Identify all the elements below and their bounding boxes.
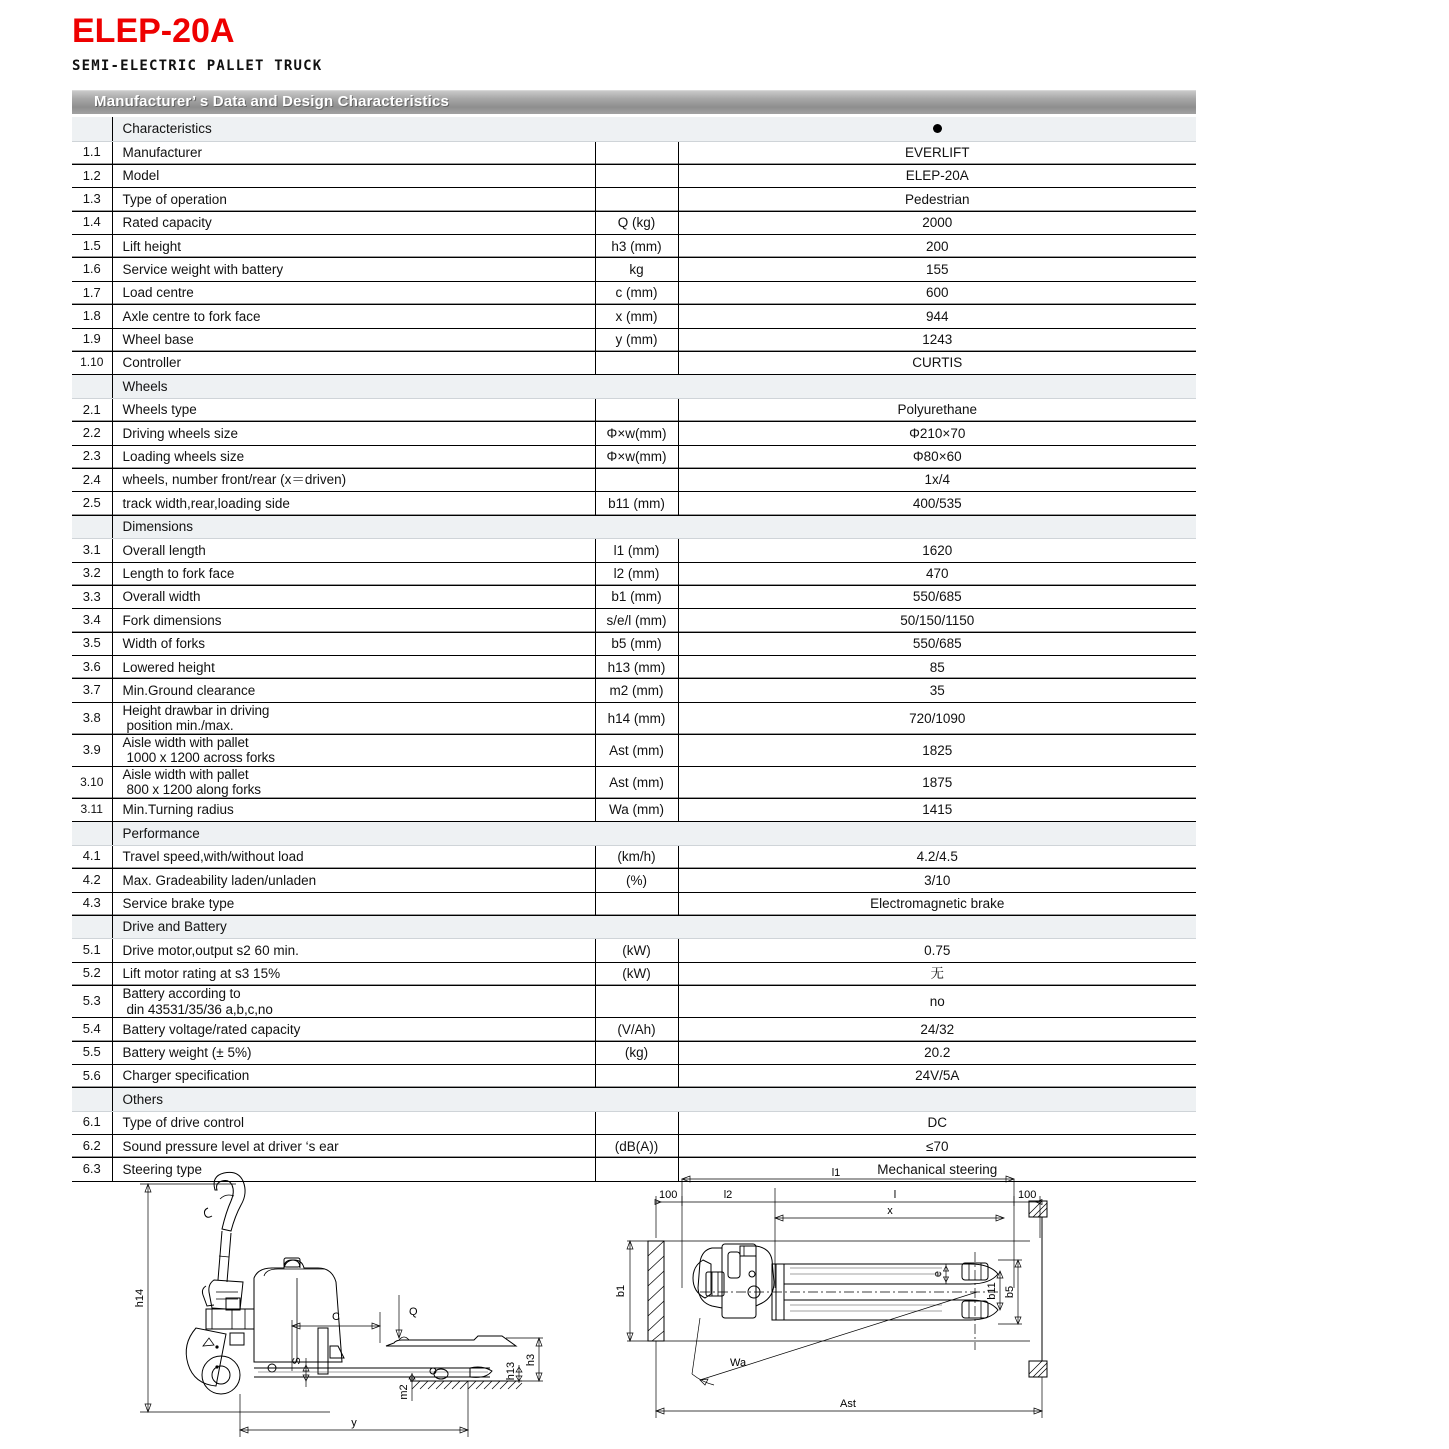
- row-unit: (km/h): [595, 845, 678, 868]
- row-number: 5.1: [72, 939, 112, 962]
- row-value: 0.75: [678, 939, 1196, 962]
- table-row: [72, 734, 1196, 766]
- row-unit: (%): [595, 869, 678, 892]
- row-value: 550/685: [678, 585, 1196, 608]
- row-description: Loading wheels size: [112, 445, 595, 468]
- row-number: 5.2: [72, 962, 112, 985]
- row-number: 1.4: [72, 211, 112, 234]
- row-number: 1.10: [72, 352, 112, 375]
- characteristics-unit-cell: [595, 117, 678, 141]
- row-description: Overall width: [112, 585, 595, 608]
- row-description-line1: Battery according to: [122, 986, 241, 1002]
- row-unit: [595, 1064, 678, 1087]
- row-description-line2: 800 x 1200 along forks: [126, 782, 261, 798]
- label-x: x: [887, 1205, 893, 1217]
- row-number: 3.7: [72, 679, 112, 702]
- table-row: [72, 235, 1196, 258]
- section-header-row: [72, 1088, 1196, 1111]
- row-description: Model: [112, 164, 595, 187]
- table-row: [72, 1111, 1196, 1134]
- row-value: ELEP-20A: [678, 164, 1196, 187]
- row-description-line2: 1000 x 1200 across forks: [126, 750, 275, 766]
- row-unit: Φ×w(mm): [595, 422, 678, 445]
- row-unit: Φ×w(mm): [595, 445, 678, 468]
- label-y: y: [351, 1417, 357, 1429]
- label-b11: b11: [986, 1282, 998, 1300]
- label-h13: h13: [505, 1361, 517, 1381]
- row-number: 3.2: [72, 562, 112, 585]
- row-number: 6.1: [72, 1111, 112, 1134]
- row-description: Axle centre to fork face: [112, 305, 595, 328]
- section-val-cell: [678, 1088, 1196, 1111]
- label-m2: m2: [398, 1384, 410, 1400]
- row-description: [112, 702, 595, 734]
- row-description: Rated capacity: [112, 211, 595, 234]
- row-value: 4.2/4.5: [678, 845, 1196, 868]
- table-row: [72, 352, 1196, 375]
- row-description: Charger specification: [112, 1064, 595, 1087]
- label-e: e: [932, 1270, 944, 1278]
- table-row: [72, 1064, 1196, 1087]
- label-h14: h14: [134, 1288, 146, 1308]
- row-value: 550/685: [678, 632, 1196, 655]
- label-S: S: [291, 1357, 303, 1365]
- row-description: Lift height: [112, 235, 595, 258]
- row-description: Service brake type: [112, 892, 595, 915]
- row-unit: [595, 892, 678, 915]
- row-unit: [595, 986, 678, 1018]
- row-value: Polyurethane: [678, 398, 1196, 421]
- row-number: 6.2: [72, 1135, 112, 1158]
- row-unit: x (mm): [595, 305, 678, 328]
- banner-label: Manufacturer’ s Data and Design Characteristics: [94, 93, 450, 110]
- row-description-line2: position min./max.: [126, 718, 234, 734]
- row-unit: c (mm): [595, 281, 678, 304]
- section-header-row: [72, 915, 1196, 938]
- table-row: [72, 398, 1196, 421]
- label-b5: b5: [1004, 1285, 1016, 1299]
- table-row: [72, 798, 1196, 821]
- table-row: [72, 702, 1196, 734]
- row-number: 1.1: [72, 141, 112, 164]
- row-number: 5.6: [72, 1064, 112, 1087]
- section-no-cell: [72, 915, 112, 938]
- table-row: [72, 141, 1196, 164]
- row-description: Overall length: [112, 539, 595, 562]
- row-number: 1.6: [72, 258, 112, 281]
- table-row: [72, 679, 1196, 702]
- row-number: 1.5: [72, 235, 112, 258]
- row-unit: b11 (mm): [595, 492, 678, 515]
- row-number: 3.4: [72, 609, 112, 632]
- row-value: 944: [678, 305, 1196, 328]
- technical-drawings: [0, 1168, 1449, 1449]
- section-no-cell: [72, 375, 112, 398]
- row-value: 1825: [678, 734, 1196, 766]
- table-row: [72, 869, 1196, 892]
- row-unit: Ast (mm): [595, 734, 678, 766]
- row-description: Travel speed,with/without load: [112, 845, 595, 868]
- row-description: Wheels type: [112, 398, 595, 421]
- row-description-line1: Height drawbar in driving: [122, 702, 270, 718]
- table-row: [72, 422, 1196, 445]
- table-row: [72, 1018, 1196, 1041]
- section-unit-cell: [595, 515, 678, 538]
- row-number: 3.11: [72, 798, 112, 821]
- row-description-line1: Aisle width with pallet: [122, 766, 249, 782]
- row-description: Battery weight (± 5%): [112, 1041, 595, 1064]
- row-value: ≤70: [678, 1135, 1196, 1158]
- table-row: [72, 164, 1196, 187]
- row-value: 1415: [678, 798, 1196, 821]
- row-description: Lift motor rating at s3 15%: [112, 962, 595, 985]
- row-value: no: [678, 986, 1196, 1018]
- row-unit: h3 (mm): [595, 235, 678, 258]
- table-row: [72, 468, 1196, 491]
- table-row: [72, 632, 1196, 655]
- table-row: [72, 766, 1196, 798]
- row-unit: y (mm): [595, 328, 678, 351]
- row-value: Φ80×60: [678, 445, 1196, 468]
- table-row: [72, 939, 1196, 962]
- row-number: 2.5: [72, 492, 112, 515]
- row-unit: b5 (mm): [595, 632, 678, 655]
- table-row: [72, 656, 1196, 679]
- label-b1: b1: [615, 1284, 627, 1298]
- row-description: Steering type: [112, 1158, 595, 1181]
- label-l2: l2: [723, 1189, 733, 1201]
- label-Ast: Ast: [840, 1398, 856, 1410]
- side-elevation-drawing: [134, 1172, 543, 1437]
- row-unit: [595, 141, 678, 164]
- table-row: [72, 305, 1196, 328]
- row-number: 3.3: [72, 585, 112, 608]
- row-number: 3.5: [72, 632, 112, 655]
- row-unit: l2 (mm): [595, 562, 678, 585]
- row-value: 1620: [678, 539, 1196, 562]
- row-unit: h14 (mm): [595, 702, 678, 734]
- row-value: Φ210×70: [678, 422, 1196, 445]
- row-number: 3.10: [72, 766, 112, 798]
- specifications-table: [72, 117, 1196, 1182]
- table-row: [72, 585, 1196, 608]
- row-value: 20.2: [678, 1041, 1196, 1064]
- row-unit: kg: [595, 258, 678, 281]
- table-row: [72, 281, 1196, 304]
- row-description: [112, 766, 595, 798]
- row-description: Driving wheels size: [112, 422, 595, 445]
- row-value: 1243: [678, 328, 1196, 351]
- section-label: Drive and Battery: [112, 915, 595, 938]
- row-description: wheels, number front/rear (x＝driven): [112, 468, 595, 491]
- section-label: Others: [112, 1088, 595, 1111]
- row-description: Controller: [112, 352, 595, 375]
- table-body: [72, 117, 1196, 1181]
- series-bullet-marker: [678, 117, 1196, 141]
- section-val-cell: [678, 375, 1196, 398]
- drawings-svg: [0, 1168, 1449, 1449]
- row-value: 50/150/1150: [678, 609, 1196, 632]
- row-unit: b1 (mm): [595, 585, 678, 608]
- row-description: Min.Turning radius: [112, 798, 595, 821]
- row-number: 2.3: [72, 445, 112, 468]
- row-number: 1.2: [72, 164, 112, 187]
- row-number: 3.6: [72, 656, 112, 679]
- row-value: 600: [678, 281, 1196, 304]
- section-label: Dimensions: [112, 515, 595, 538]
- row-unit: l1 (mm): [595, 539, 678, 562]
- row-unit: Ast (mm): [595, 766, 678, 798]
- table-row: [72, 328, 1196, 351]
- section-no-cell: [72, 1088, 112, 1111]
- row-unit: [595, 468, 678, 491]
- table-row: [72, 445, 1196, 468]
- section-unit-cell: [595, 822, 678, 845]
- row-value: 85: [678, 656, 1196, 679]
- row-unit: (kW): [595, 939, 678, 962]
- row-value: 155: [678, 258, 1196, 281]
- characteristics-no-cell: [72, 117, 112, 141]
- row-number: 5.5: [72, 1041, 112, 1064]
- row-value: Pedestrian: [678, 188, 1196, 211]
- label-C: C: [332, 1311, 340, 1323]
- row-value: 无: [678, 962, 1196, 985]
- row-description-line2: din 43531/35/36 a,b,c,no: [126, 1001, 273, 1017]
- row-unit: h13 (mm): [595, 656, 678, 679]
- table-row: [72, 539, 1196, 562]
- row-description: Type of drive control: [112, 1111, 595, 1134]
- row-description: Service weight with battery: [112, 258, 595, 281]
- label-100-left: 100: [659, 1189, 678, 1201]
- label-l: l: [893, 1189, 897, 1201]
- row-unit: m2 (mm): [595, 679, 678, 702]
- row-description: Width of forks: [112, 632, 595, 655]
- section-unit-cell: [595, 915, 678, 938]
- section-banner: [72, 90, 1196, 114]
- table-row: [72, 1135, 1196, 1158]
- row-value: 400/535: [678, 492, 1196, 515]
- row-value: 1x/4: [678, 468, 1196, 491]
- row-description: Battery voltage/rated capacity: [112, 1018, 595, 1041]
- row-number: 1.7: [72, 281, 112, 304]
- section-header-row: [72, 375, 1196, 398]
- table-row: [72, 986, 1196, 1018]
- row-unit: s/e/l (mm): [595, 609, 678, 632]
- row-unit: (dB(A)): [595, 1135, 678, 1158]
- row-description: Fork dimensions: [112, 609, 595, 632]
- row-description: Load centre: [112, 281, 595, 304]
- row-number: 3.9: [72, 734, 112, 766]
- row-value: 3/10: [678, 869, 1196, 892]
- row-description: Min.Ground clearance: [112, 679, 595, 702]
- row-number: 4.3: [72, 892, 112, 915]
- row-number: 5.3: [72, 986, 112, 1018]
- row-description: Length to fork face: [112, 562, 595, 585]
- row-number: 1.9: [72, 328, 112, 351]
- row-description: Drive motor,output s2 60 min.: [112, 939, 595, 962]
- bullet-icon: [933, 124, 942, 133]
- row-description: Lowered height: [112, 656, 595, 679]
- row-number: 6.3: [72, 1158, 112, 1181]
- row-number: 2.1: [72, 398, 112, 421]
- row-description: [112, 986, 595, 1018]
- table-row: [72, 258, 1196, 281]
- table-row: [72, 562, 1196, 585]
- row-number: 2.2: [72, 422, 112, 445]
- row-value: 2000: [678, 211, 1196, 234]
- page-title: ELEP-20A: [72, 12, 235, 50]
- row-description: Max. Gradeability laden/unladen: [112, 869, 595, 892]
- row-value: Mechanical steering: [678, 1158, 1196, 1181]
- row-unit: [595, 352, 678, 375]
- section-no-cell: [72, 822, 112, 845]
- row-value: Electromagnetic brake: [678, 892, 1196, 915]
- row-value: 24/32: [678, 1018, 1196, 1041]
- row-unit: Wa (mm): [595, 798, 678, 821]
- table-row: [72, 892, 1196, 915]
- plan-view-drawing: [615, 1168, 1047, 1418]
- section-val-cell: [678, 915, 1196, 938]
- row-description: Manufacturer: [112, 141, 595, 164]
- row-unit: [595, 164, 678, 187]
- label-l1: l1: [831, 1168, 841, 1179]
- table-row: [72, 845, 1196, 868]
- row-value: 24V/5A: [678, 1064, 1196, 1087]
- row-number: 4.2: [72, 869, 112, 892]
- section-header-row: [72, 822, 1196, 845]
- row-value: 200: [678, 235, 1196, 258]
- row-description: Type of operation: [112, 188, 595, 211]
- table-row: [72, 609, 1196, 632]
- row-value: 35: [678, 679, 1196, 702]
- row-unit: [595, 188, 678, 211]
- table-row: [72, 962, 1196, 985]
- row-number: 1.3: [72, 188, 112, 211]
- section-val-cell: [678, 822, 1196, 845]
- table-row: [72, 492, 1196, 515]
- row-description: [112, 734, 595, 766]
- section-unit-cell: [595, 375, 678, 398]
- row-number: 1.8: [72, 305, 112, 328]
- row-description-line1: Aisle width with pallet: [122, 734, 249, 750]
- row-number: 3.8: [72, 702, 112, 734]
- row-value: CURTIS: [678, 352, 1196, 375]
- row-value: 1875: [678, 766, 1196, 798]
- label-100-right: 100: [1018, 1189, 1037, 1201]
- section-header-row: [72, 515, 1196, 538]
- row-value: 720/1090: [678, 702, 1196, 734]
- row-unit: [595, 398, 678, 421]
- label-h3: h3: [525, 1353, 537, 1367]
- row-unit: [595, 1111, 678, 1134]
- row-description: Wheel base: [112, 328, 595, 351]
- row-number: 2.4: [72, 468, 112, 491]
- page-subtitle: SEMI-ELECTRIC PALLET TRUCK: [72, 58, 323, 74]
- row-description: Sound pressure level at driver ‘s ear: [112, 1135, 595, 1158]
- row-value: 470: [678, 562, 1196, 585]
- row-unit: (V/Ah): [595, 1018, 678, 1041]
- characteristics-label: Characteristics: [112, 117, 595, 141]
- row-number: 3.1: [72, 539, 112, 562]
- section-label: Performance: [112, 822, 595, 845]
- table-row: [72, 188, 1196, 211]
- section-no-cell: [72, 515, 112, 538]
- row-unit: (kW): [595, 962, 678, 985]
- label-Wa: Wa: [730, 1357, 747, 1369]
- table-row: [72, 211, 1196, 234]
- row-value: EVERLIFT: [678, 141, 1196, 164]
- table-row: [72, 1041, 1196, 1064]
- row-number: 5.4: [72, 1018, 112, 1041]
- section-unit-cell: [595, 1088, 678, 1111]
- characteristics-header-row: [72, 117, 1196, 141]
- row-number: 4.1: [72, 845, 112, 868]
- row-description: track width,rear,loading side: [112, 492, 595, 515]
- section-val-cell: [678, 515, 1196, 538]
- label-Q: Q: [409, 1306, 418, 1318]
- row-unit: (kg): [595, 1041, 678, 1064]
- section-label: Wheels: [112, 375, 595, 398]
- row-unit: Q (kg): [595, 211, 678, 234]
- row-value: DC: [678, 1111, 1196, 1134]
